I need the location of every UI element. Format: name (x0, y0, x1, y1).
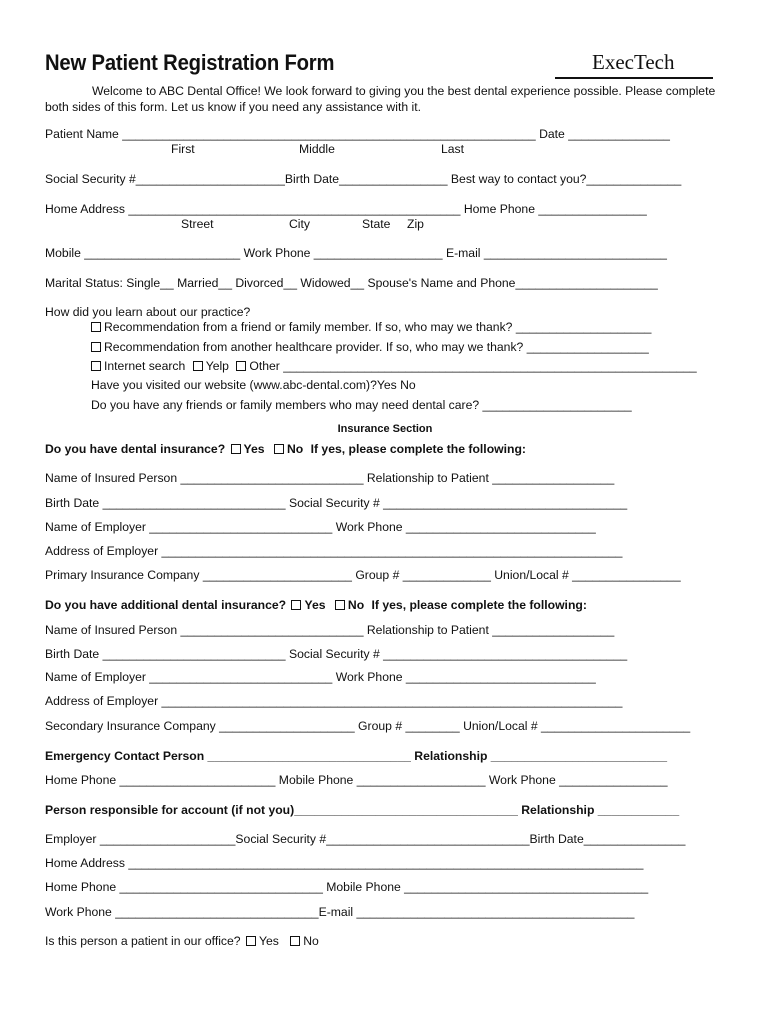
brand-underline (555, 77, 713, 79)
additional-insurance-question (45, 598, 727, 614)
yes-label: Yes (258, 934, 279, 948)
question-text: Do you have additional dental insurance? (45, 598, 287, 612)
responsible-patient-question (45, 934, 727, 950)
option-label-internet: Internet search (104, 359, 186, 373)
secondary-company-field[interactable]: Secondary Insurance Company ____________________ Group # ________ Union/Local # ______________________ (45, 719, 691, 733)
no-checkbox[interactable] (274, 444, 284, 454)
name-middle-caption: Middle (299, 142, 335, 156)
responsible-address-field[interactable]: Home Address ____________________________________________________________________________ (45, 856, 644, 870)
intro-paragraph: Welcome to ABC Dental Office! We look forward to giving you the best dental experience possible. Please complete both sides of this form. Let us know if you need any assistance with it. (45, 84, 716, 114)
checkbox-other[interactable] (236, 361, 246, 371)
primary-insured-field[interactable]: Name of Insured Person ___________________________ Relationship to Patient __________________ (45, 471, 615, 485)
primary-employer-address-field[interactable]: Address of Employer ____________________________________________________________________ (45, 544, 623, 558)
name-first-caption: First (171, 142, 195, 156)
option-label: Recommendation from another healthcare provider. If so, who may we thank? __________________ (104, 340, 649, 354)
yes-checkbox[interactable] (231, 444, 241, 454)
no-label: No (347, 598, 365, 612)
secondary-employer-field[interactable]: Name of Employer ___________________________ Work Phone ____________________________ (45, 670, 596, 684)
secondary-employer-address-field[interactable]: Address of Employer ____________________________________________________________________ (45, 694, 623, 708)
question-followup: If yes, please complete the following: (371, 598, 587, 612)
name-last-caption: Last (441, 142, 465, 156)
responsible-home-phone-field[interactable]: Home Phone ______________________________ Mobile Phone ____________________________________ (45, 880, 649, 894)
checkbox-internet[interactable] (91, 361, 101, 371)
option-label-yelp: Yelp (205, 359, 229, 373)
secondary-birth-ssn-field[interactable]: Birth Date ___________________________ Social Security # ____________________________________ (45, 647, 628, 661)
yes-checkbox[interactable] (246, 936, 256, 946)
brand-logo-text: ExecTech (592, 50, 675, 74)
learn-option-row[interactable] (91, 359, 727, 375)
no-label: No (286, 442, 304, 456)
checkbox[interactable] (91, 342, 101, 352)
primary-birth-ssn-field[interactable]: Birth Date ___________________________ Social Security # ____________________________________ (45, 496, 628, 510)
patient-name-field[interactable]: Patient Name _____________________________________________________________ Date _______________ (45, 127, 670, 141)
mobile-work-email-field[interactable]: Mobile _______________________ Work Phone ___________________ E-mail ___________________________ (45, 246, 667, 260)
insurance-section-heading: Insurance Section (337, 423, 433, 435)
no-label: No (303, 934, 319, 948)
primary-company-field[interactable]: Primary Insurance Company ______________________ Group # _____________ Union/Local # ________________ (45, 568, 681, 582)
checkbox[interactable] (91, 322, 101, 332)
home-address-field[interactable]: Home Address _________________________________________________ Home Phone ________________ (45, 202, 647, 216)
responsible-person-field[interactable]: Person responsible for account (if not you)_________________________________ Relationship ____________ (45, 803, 680, 817)
learn-option-friend[interactable] (91, 320, 727, 336)
emergency-contact-field[interactable]: Emergency Contact Person ______________________________ Relationship __________________________ (45, 749, 668, 763)
marital-status-field[interactable]: Marital Status: Single__ Married__ Divorced__ Widowed__ Spouse's Name and Phone_____________________ (45, 276, 658, 290)
yes-label: Yes (243, 442, 265, 456)
question-text: Do you have dental insurance? (45, 442, 226, 456)
secondary-insured-field[interactable]: Name of Insured Person ___________________________ Relationship to Patient __________________ (45, 623, 615, 637)
responsible-work-phone-field[interactable]: Work Phone ______________________________E-mail _________________________________________ (45, 905, 635, 919)
addr-street-caption: Street (181, 217, 214, 231)
primary-insurance-question (45, 442, 727, 458)
form-title: New Patient Registration Form (45, 50, 335, 75)
primary-employer-field[interactable]: Name of Employer ___________________________ Work Phone ____________________________ (45, 520, 596, 534)
yes-label: Yes (304, 598, 326, 612)
no-checkbox[interactable] (335, 600, 345, 610)
addr-state-caption: State (362, 217, 391, 231)
question-followup: If yes, please complete the following: (310, 442, 526, 456)
learn-option-provider[interactable] (91, 340, 727, 356)
option-label-other: Other _____________________________________________________________ (249, 359, 697, 373)
website-question[interactable]: Have you visited our website (www.abc-dental.com)?Yes No (91, 378, 416, 392)
responsible-employer-field[interactable]: Employer ____________________Social Security #______________________________Birth Date_______________ (45, 832, 686, 846)
yes-checkbox[interactable] (291, 600, 301, 610)
learn-question: How did you learn about our practice? (45, 305, 251, 319)
addr-city-caption: City (289, 217, 310, 231)
emergency-phones-field[interactable]: Home Phone _______________________ Mobile Phone ___________________ Work Phone ________________ (45, 773, 668, 787)
addr-zip-caption: Zip (407, 217, 424, 231)
no-checkbox[interactable] (290, 936, 300, 946)
friends-question[interactable]: Do you have any friends or family members who may need dental care? ______________________ (91, 398, 632, 412)
ssn-birth-contact-field[interactable]: Social Security #______________________Birth Date________________ Best way to contact you?______________ (45, 172, 682, 186)
checkbox-yelp[interactable] (193, 361, 203, 371)
option-label: Recommendation from a friend or family member. If so, who may we thank? ____________________ (104, 320, 652, 334)
question-text: Is this person a patient in our office? (45, 934, 241, 948)
